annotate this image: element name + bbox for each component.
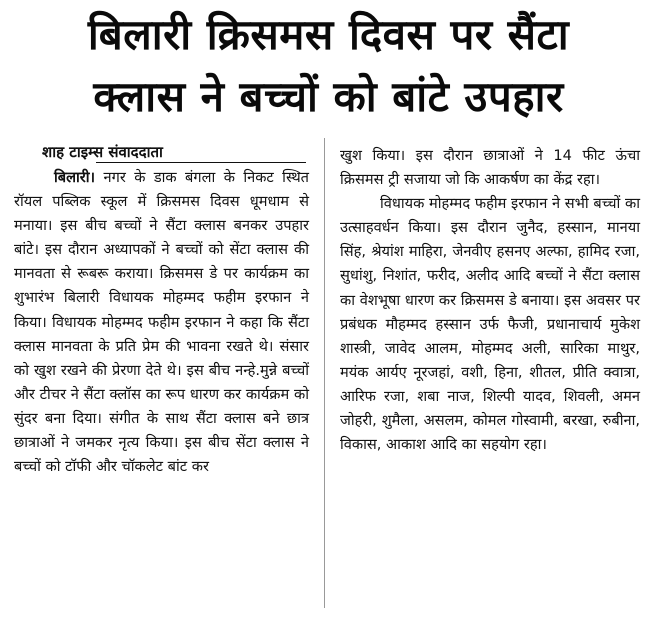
right-paragraph-2-text: विधायक मोहम्मद फहीम इरफान ने सभी बच्चों का उत्साहवर्धन किया। इस दौरान जुनैद, हस्सान, मानया सिंह, श्रेयांश माहिरा, जेनवीए हसनए अल्फा, हामिद रजा, सुधांशु, निशांत, फरीद, अलीद आदि बच्चों ने सैंटा क्लास का वेशभूषा धारण कर क्रिसमस डे बनाया। इस अवसर पर प्रबंधक मौहम्मद हस्सान उर्फ फैजी, प्रधानाचार्य मुकेश शास्त्री, जावेद आलम, मोहम्मद अली, सारिका माथुर, मयंक आर्यए नूरजहां, वशी, हिना, शीतल, प्रीति क्वात्रा, आरिफ रजा, शबा नाज, शिल्पी यादव, शिवली, अमन जोहरी, शुमैला, असलम, कोमल गोस्वामी, बरखा, रुबीना, विकास, आकाश आदि का सहयोग रहा।	[340, 195, 640, 454]
right-column	[340, 144, 640, 457]
byline: शाह टाइम्स संवाददाता	[42, 143, 163, 161]
left-paragraph	[14, 166, 309, 479]
page-bottom-edge	[0, 612, 657, 630]
left-paragraph-text: नगर के डाक बंगला के निकट स्थित रॉयल पब्लिक स्कूल में क्रिसमस दिवस धूमधाम से मनाया। इस बीच बच्चों ने सैंटा क्लास बनकर उपहार बांटे। इस दौरान अध्यापकों ने बच्चों को सेंटा क्लास की मानवता से रूबरू कराया। क्रिसमस डे पर कार्यक्रम का शुभारंभ बिलारी विधायक मोहम्मद फहीम इरफान ने किया। विधायक मोहम्मद फहीम इरफान ने कहा कि सैंटा क्लास मानवता के प्रति प्रेम की भावना रखते थे। संसार को खुश रखने की प्रेरणा देते थे। इस बीच नन्हे.मुन्ने बच्चों और टीचर ने सैंटा क्लॉस का रूप धारण कर कार्यक्रम को सुंदर बना दिया। संगीत के साथ सैंटा क्लास बने छात्र छात्राओं ने जमकर नृत्य किया। इस बीच सेंटा क्लास ने बच्चों को टॉफी और चॉकलेट बांट कर	[14, 169, 309, 476]
byline-underline	[96, 162, 306, 163]
right-paragraph-1: खुश किया। इस दौरान छात्राओं ने 14 फीट ऊंचा क्रिसमस ट्री सजाया जो कि आकर्षण का केंद्र रहा।	[340, 147, 640, 189]
column-divider	[324, 138, 325, 608]
headline	[0, 4, 657, 128]
headline-line-1: बिलारी क्रिसमस दिवस पर सैंटा	[87, 10, 570, 59]
headline-line-2: क्लास ने बच्चों को बांटे उपहार	[93, 72, 564, 121]
right-paragraph-2	[340, 192, 640, 457]
left-column	[14, 166, 309, 479]
dateline: बिलारी।	[54, 169, 96, 186]
